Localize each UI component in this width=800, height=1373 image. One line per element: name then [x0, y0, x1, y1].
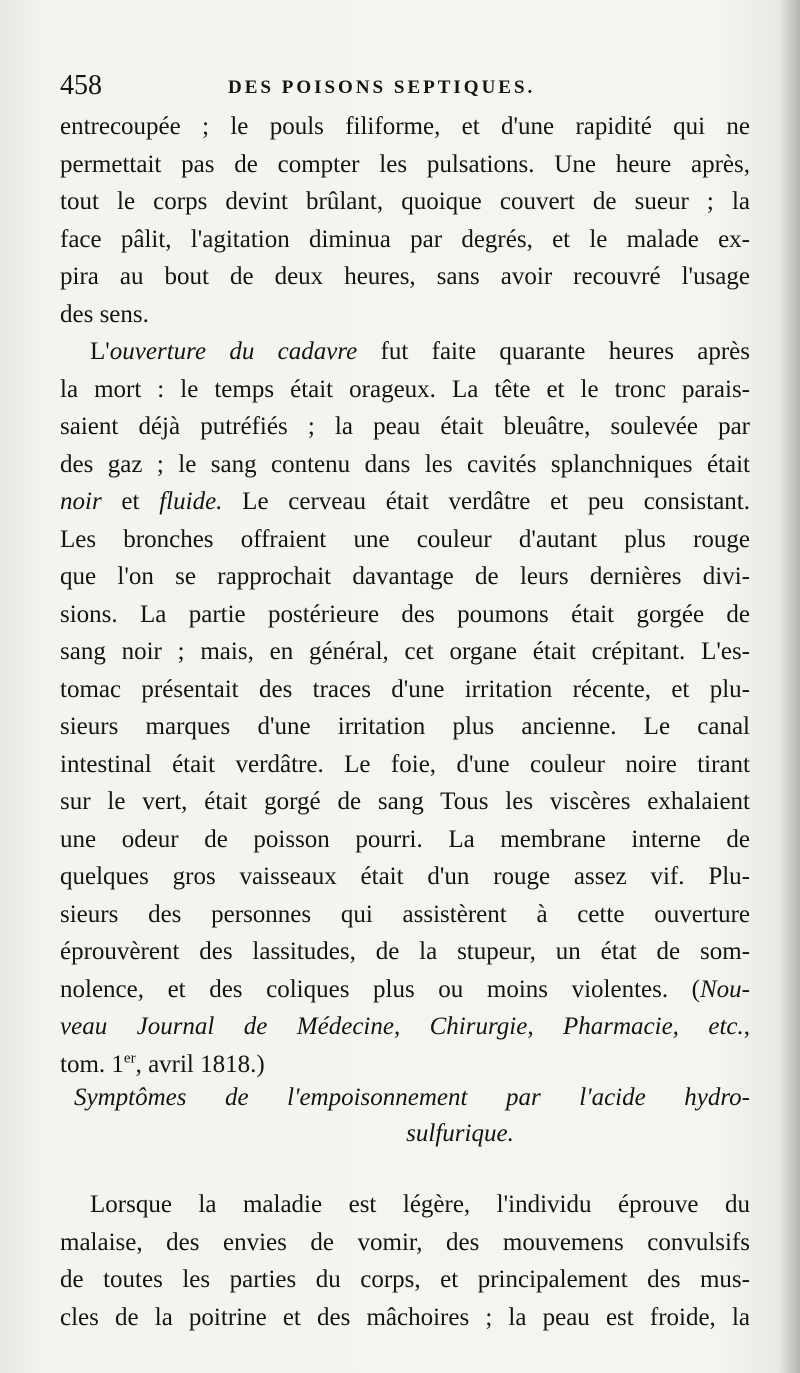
text-run: nolence, et des coliques plus ou moins violentes. (: [60, 975, 700, 1003]
text-line: face pâlit, l'agitation diminua par degrés, et le malade ex-: [60, 225, 750, 253]
text-line: Lorsque la maladie est légère, l'individu éprouve du: [90, 1191, 750, 1218]
text-line: sieurs marques d'une irritation plus ancienne. Le canal: [60, 713, 750, 740]
text-line: [60, 333, 750, 371]
text-line: Les bronches offraient une couleur d'autant plus rouge: [60, 525, 750, 553]
superscript: er: [123, 1050, 136, 1067]
text-line: une odeur de poisson pourri. La membrane interne de: [60, 825, 750, 853]
text-line: saient déjà putréfiés ; la peau était bleuâtre, soulevée par: [60, 413, 750, 440]
text-line: sur le vert, était gorgé de sang Tous les viscères exhalaient: [60, 788, 750, 815]
text-line: tout le corps devint brûlant, quoique couvert de sueur ; la: [60, 188, 750, 215]
text-line: pira au bout de deux heures, sans avoir recouvré l'usage: [60, 263, 750, 290]
text-line: quelques gros vaisseaux était d'un rouge assez vif. Plu-: [60, 863, 750, 890]
text-run: et: [101, 488, 160, 515]
text-line: sions. La partie postérieure des poumons était gorgée de: [60, 600, 750, 628]
italic-citation: veau Journal de Médecine, Chirurgie, Pharmacie, etc.: [60, 1013, 744, 1040]
text-line: sieurs des personnes qui assistèrent à cette ouverture: [60, 900, 750, 928]
section-heading-line: sulfurique.: [406, 1120, 514, 1147]
body-text: [60, 108, 750, 1083]
text-line: éprouvèrent des lassitudes, de la stupeur, un état de som-: [60, 938, 750, 965]
body-text-continued: [60, 1186, 750, 1336]
text-run: tom. 1: [60, 1050, 124, 1078]
text-line: des gaz ; le sang contenu dans les cavités splanchniques était: [60, 450, 750, 478]
italic-phrase: ouverture du cadavre: [109, 338, 358, 365]
text-line: tomac présentait des traces d'une irritation récente, et plu-: [60, 675, 750, 703]
section-heading-line: Symptômes de l'empoisonnement par l'acide hydro-: [74, 1084, 750, 1111]
italic-citation: Nou-: [700, 975, 750, 1003]
section-heading: [60, 1080, 750, 1152]
text-run: ,: [743, 1013, 750, 1040]
text-line: [60, 971, 750, 1009]
text-line: [60, 1008, 750, 1046]
text-line: intestinal était verdâtre. Le foie, d'une couleur noire tirant: [60, 750, 750, 778]
text-line: la mort : le temps était orageux. La tête et le tronc parais-: [60, 375, 750, 403]
running-head: DES POISONS SEPTIQUES.: [228, 77, 536, 98]
text-line: que l'on se rapprochait davantage de leurs dernières divi-: [60, 563, 750, 590]
text-line: [60, 1046, 750, 1084]
text-line: entrecoupée ; le pouls filiforme, et d'une rapidité qui ne: [60, 113, 750, 140]
text-line: [60, 483, 750, 521]
page-header: [60, 66, 760, 106]
italic-word: noir: [60, 488, 102, 515]
text-line: malaise, des envies de vomir, des mouvemens convulsifs: [60, 1228, 750, 1256]
text-line: des sens.: [60, 300, 149, 328]
text-run: L': [90, 338, 110, 365]
text-line: de toutes les parties du corps, et principalement des mus-: [60, 1266, 750, 1293]
text-line: cles de la poitrine et des mâchoires ; la peau est froide, la: [60, 1303, 750, 1331]
page-number: 458: [60, 70, 102, 101]
text-line: permettait pas de compter les pulsations. Une heure après,: [60, 150, 750, 178]
text-run: , avril 1818.): [135, 1050, 265, 1078]
italic-word: fluide.: [159, 488, 223, 515]
text-run: Le cerveau était verdâtre et peu consistant.: [222, 488, 751, 515]
page-edge-shadow: [778, 0, 800, 1373]
text-run: fut faite quarante heures après: [357, 338, 751, 365]
text-line: sang noir ; mais, en général, cet organe était crépitant. L'es-: [60, 638, 750, 665]
